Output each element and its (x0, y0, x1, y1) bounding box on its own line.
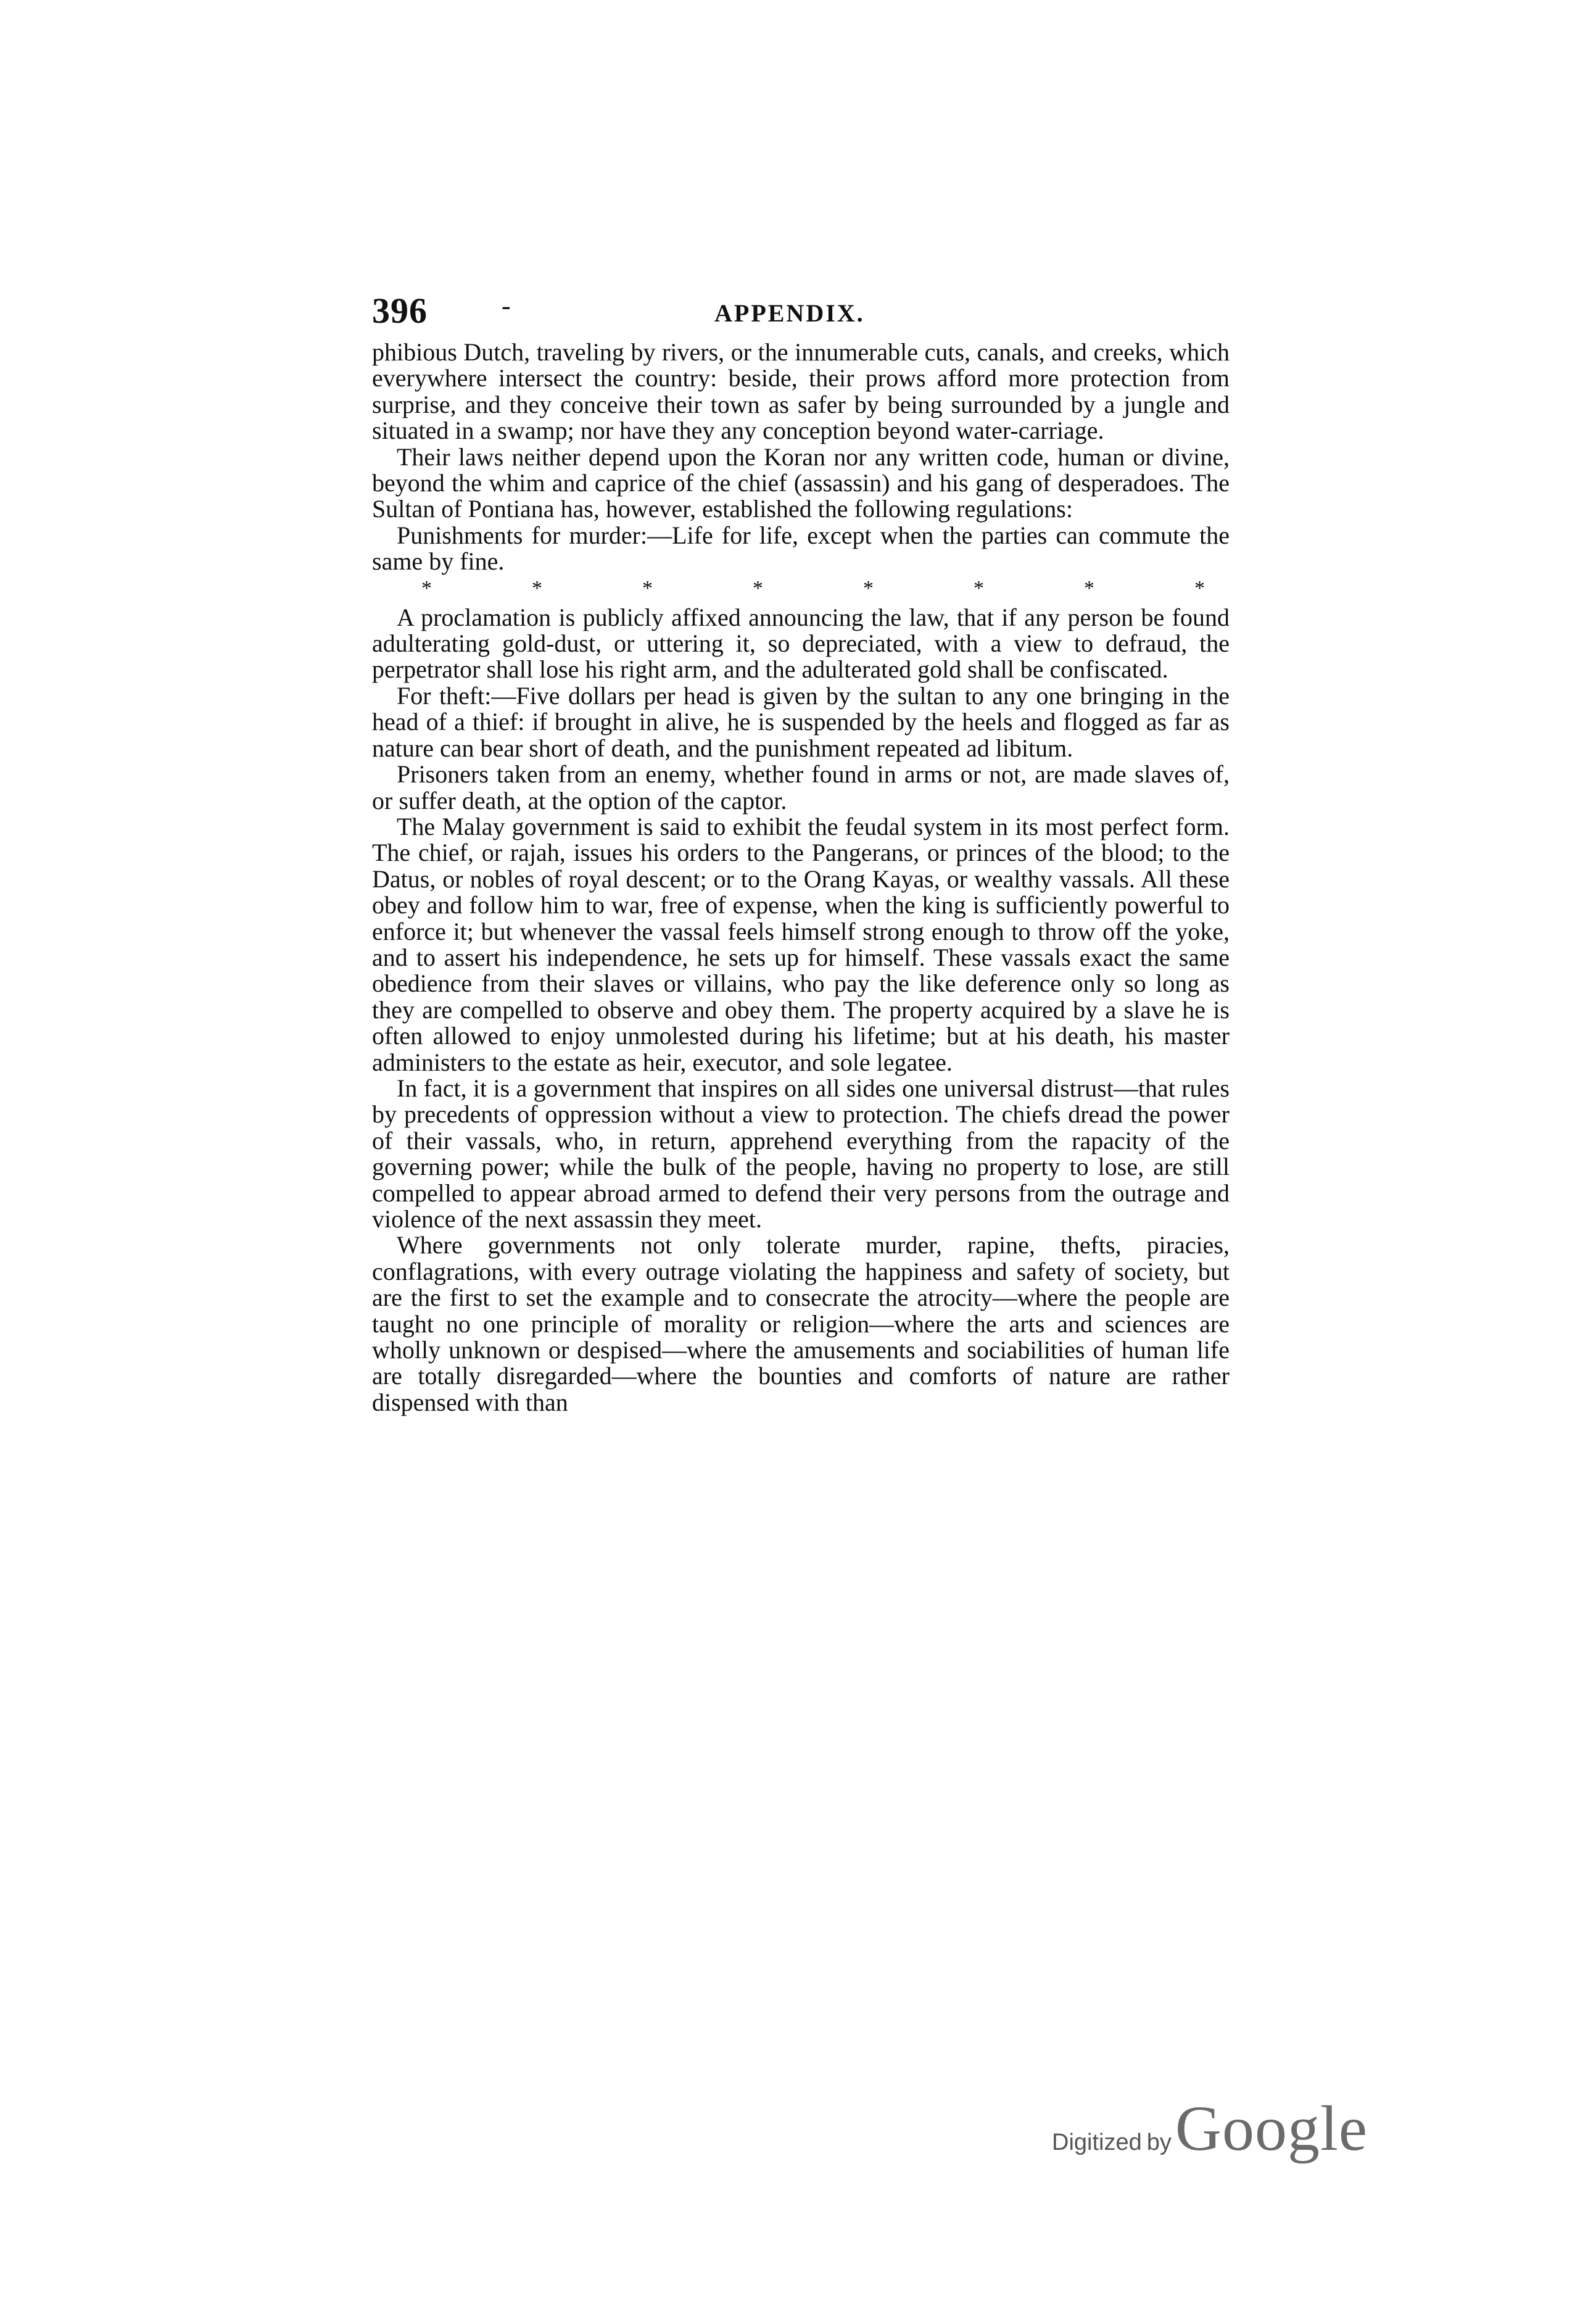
star: * (421, 576, 432, 600)
google-logo-text: Google (1175, 2093, 1368, 2164)
star: * (863, 576, 874, 600)
star: * (1084, 576, 1094, 600)
section-break-stars (372, 575, 1230, 605)
book-page (372, 290, 1230, 1416)
digitized-by-google-watermark (1052, 2092, 1368, 2165)
page-header (372, 290, 1230, 339)
paragraph: phibious Dutch, traveling by rivers, or the innumerable cuts, canals, and creeks, which everywhere intersect the country: beside, their prows afford more protection from surprise, and they conceive their town as safer by being surrounded by a jungle and situated in a swamp; nor have they any conception beyond water-carriage. (372, 338, 1230, 445)
paragraph: A proclamation is publicly affixed announcing the law, that if any person be found adulterating gold-dust, or uttering it, so depreciated, with a view to defraud, the perpetrator shall lose his right arm, and the adulterated gold shall be confiscated. (372, 603, 1230, 684)
star: * (642, 576, 653, 600)
paragraph: In fact, it is a government that inspires on all sides one universal distrust—that rules by precedents of oppression without a view to protection. The chiefs dread the power of their vassals, who, in return, apprehend everything from the rapacity of the governing power; while the bulk of the people, having no property to lose, are still compelled to appear abroad armed to defend their very persons from the outrage and violence of the next assassin they meet. (372, 1074, 1230, 1233)
running-head: APPENDIX. (714, 299, 865, 327)
watermark-prefix: Digitized (1052, 2129, 1142, 2155)
paragraph: For theft:—Five dollars per head is given by the sultan to any one bringing in the head of a thief: if brought in alive, he is suspended by the heels and flogged as far as nature can bear short of death, and the punishment repeated ad libitum. (372, 681, 1230, 762)
paragraph: Prisoners taken from an enemy, whether found in arms or not, are made slaves of, or suffer death, at the option of the captor. (372, 760, 1230, 815)
star: * (1194, 576, 1205, 600)
body-text (372, 339, 1230, 1416)
paragraph: Their laws neither depend upon the Koran nor any written code, human or divine, beyond the whim and caprice of the chief (assassin) and his gang of desperadoes. The Sultan of Pontiana has, however, established the following regulations: (372, 442, 1230, 523)
watermark-by: by (1146, 2129, 1172, 2155)
star: * (753, 576, 763, 600)
star: * (532, 576, 542, 600)
header-dash: - (502, 291, 511, 321)
paragraph: Where governments not only tolerate murder, rapine, thefts, piracies, conflagrations, with every outrage violating the happiness and safety of society, but are the first to set the example and to consecrate the atrocity—where the people are taught no one principle of morality or religion—where the arts and sciences are wholly unknown or despised—where the amusements and sociabilities of human life are totally disregarded—where the bounties and comforts of nature are rather dispensed with than (372, 1231, 1230, 1416)
paragraph: Punishments for murder:—Life for life, except when the parties can commute the same by fine. (372, 521, 1230, 576)
page-number: 396 (372, 291, 428, 331)
paragraph: The Malay government is said to exhibit the feudal system in its most perfect form. The chief, or rajah, issues his orders to the Pangerans, or princes of the blood; to the Datus, or nobles of royal descent; or to the Orang Kayas, or wealthy vassals. All these obey and follow him to war, free of expense, when the king is sufficiently powerful to enforce it; but whenever the vassal feels himself strong enough to throw off the yoke, and to assert his independence, he sets up for himself. These vassals exact the same obedience from their slaves or villains, who pay the like deference only so long as they are compelled to observe and obey them. The property acquired by a slave he is often allowed to enjoy unmolested during his lifetime; but at his death, his master administers to the estate as heir, executor, and sole legatee. (372, 812, 1230, 1076)
star: * (974, 576, 984, 600)
